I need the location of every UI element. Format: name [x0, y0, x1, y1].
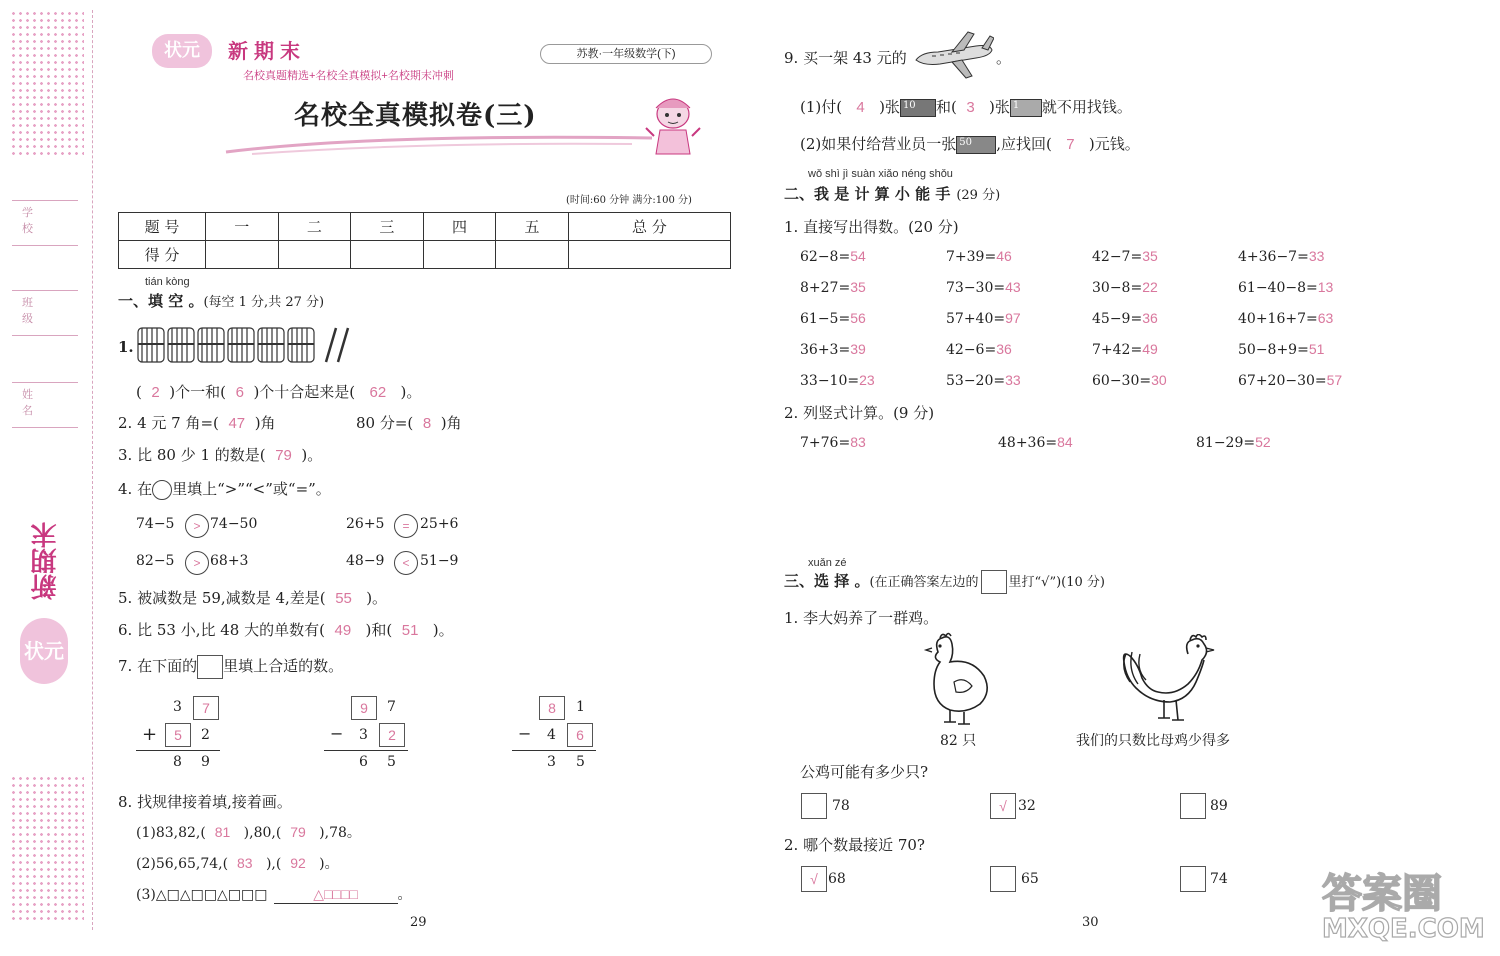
- banknote-icon: 50: [956, 136, 996, 154]
- question-5: [118, 587, 387, 608]
- q9-line-1: [800, 96, 1132, 117]
- page-number-right: 30: [1082, 915, 1099, 930]
- calc-problem: [946, 372, 1021, 389]
- question-6: [118, 619, 454, 640]
- calc-problem: [1092, 279, 1158, 296]
- answer[interactable]: 56: [850, 310, 866, 326]
- answer[interactable]: 79: [290, 824, 306, 840]
- digit-box[interactable]: 7: [193, 696, 219, 720]
- table-row-label: 得 分: [119, 241, 206, 269]
- calc-heading: 1. 直接写出得数。(20 分): [784, 218, 959, 236]
- q-text: )和(: [365, 621, 393, 639]
- school-field[interactable]: 学 校: [12, 200, 78, 246]
- compare-right: 74−50: [210, 516, 258, 532]
- option-checkbox[interactable]: [801, 793, 827, 819]
- calc-problem: [800, 310, 866, 327]
- answer[interactable]: 33: [1308, 248, 1325, 264]
- answer[interactable]: 97: [1005, 310, 1021, 326]
- calc-problem: [800, 372, 875, 389]
- q-text: 6. 比 53 小,比 48 大的单数有(: [118, 621, 325, 639]
- expr: 36+3=: [800, 342, 851, 358]
- q-text: ,应找回(: [996, 135, 1052, 153]
- q-text: (3)△□△□□△□□□: [136, 887, 268, 903]
- digit: 8: [173, 754, 182, 770]
- q-text: )角: [254, 414, 276, 432]
- expr: 61−5=: [800, 311, 851, 327]
- expr: 60−30=: [1092, 373, 1152, 389]
- operator: +: [142, 724, 158, 745]
- table-header-cell: 二: [278, 213, 351, 241]
- expr: 30−8=: [1092, 280, 1143, 296]
- compare-circle[interactable]: >: [185, 551, 209, 575]
- answer[interactable]: 46: [996, 248, 1012, 264]
- sidebar-brand: 新期末: [31, 522, 61, 600]
- q-text: (2)56,65,74,(: [136, 856, 229, 872]
- q-text: 和(: [935, 98, 957, 116]
- answer[interactable]: 35: [850, 279, 866, 295]
- table-header-cell: 一: [206, 213, 279, 241]
- question-7: [118, 655, 343, 679]
- section-note: (每空 1 分,共 27 分): [203, 295, 325, 310]
- q-text: 里填上合适的数。: [223, 657, 344, 675]
- grade-badge: 苏教·一年级数学(下): [540, 44, 712, 64]
- sum-line: [324, 750, 408, 751]
- answer[interactable]: 36: [996, 341, 1012, 357]
- title-swoosh: [222, 128, 662, 158]
- answer[interactable]: 23: [859, 372, 875, 388]
- answer[interactable]: 92: [290, 855, 306, 871]
- digit: 1: [576, 699, 585, 715]
- expr: 45−9=: [1092, 311, 1143, 327]
- answer[interactable]: 49: [334, 622, 352, 639]
- digit-box[interactable]: 6: [567, 723, 593, 747]
- dot-pattern-bottom: [10, 775, 84, 920]
- dot-pattern-top: [10, 10, 84, 155]
- calc-problem: [1238, 372, 1342, 389]
- expr: 42−7=: [1092, 249, 1143, 265]
- score-cell[interactable]: [206, 241, 279, 269]
- time-info: (时间:60 分钟 满分:100 分): [566, 195, 692, 206]
- banknote-icon: 1: [1010, 99, 1042, 117]
- score-cell[interactable]: [568, 241, 730, 269]
- section1-heading: [118, 290, 324, 311]
- option-checkbox[interactable]: √: [990, 793, 1016, 819]
- expr: 50−8+9=: [1238, 342, 1309, 358]
- answer[interactable]: 3: [966, 99, 975, 116]
- digit-box[interactable]: 9: [351, 696, 377, 720]
- answer[interactable]: 47: [228, 415, 246, 432]
- option-label: 74: [1210, 871, 1228, 887]
- expr: 67+20−30=: [1238, 373, 1327, 389]
- compare-right: 68+3: [210, 553, 249, 569]
- answer[interactable]: 39: [850, 341, 866, 357]
- calc-problem: [1238, 310, 1333, 327]
- score-cell[interactable]: [423, 241, 496, 269]
- circle-icon: [152, 480, 172, 500]
- expr: 53−20=: [946, 373, 1006, 389]
- option-checkbox[interactable]: √: [801, 866, 827, 892]
- calc-problem: [800, 341, 866, 358]
- answer[interactable]: 84: [1057, 434, 1073, 450]
- digit: 3: [173, 699, 182, 715]
- section-note: (29 分): [956, 188, 1001, 203]
- answer[interactable]: 51: [401, 622, 419, 639]
- section3-pinyin: xuǎn zé: [808, 557, 847, 569]
- calc-problem: [800, 248, 866, 265]
- section3-heading: [784, 570, 1105, 594]
- sum-line: [136, 750, 220, 751]
- rooster-label: 我们的只数比母鸡少得多: [1076, 733, 1230, 749]
- name-field[interactable]: 姓 名: [12, 382, 78, 428]
- page-number-left: 29: [410, 915, 427, 930]
- answer[interactable]: 83: [850, 434, 866, 450]
- answer[interactable]: 79: [275, 447, 292, 464]
- answer[interactable]: 4: [856, 99, 865, 116]
- q9-line-2: [800, 133, 1140, 154]
- q-text: 里填上“>”“<”或“=”。: [172, 480, 331, 498]
- hen-label: 82 只: [940, 733, 977, 749]
- q-text: 3. 比 80 少 1 的数是(: [118, 446, 266, 464]
- rooster-icon: [1118, 634, 1222, 726]
- q-text: 4. 在: [118, 480, 153, 498]
- question-3: [118, 444, 322, 465]
- square-icon: [197, 655, 223, 679]
- expr: 40+16+7=: [1238, 311, 1318, 327]
- answer[interactable]: 8: [422, 415, 432, 432]
- answer[interactable]: 49: [1142, 341, 1158, 357]
- q-text: )角: [440, 414, 462, 432]
- question-number: 1.: [118, 338, 134, 356]
- compare-circle[interactable]: >: [185, 514, 209, 538]
- score-cell[interactable]: [351, 241, 424, 269]
- calc-problem: [946, 310, 1021, 327]
- digit: 4: [547, 727, 556, 743]
- digit: 2: [201, 727, 210, 743]
- expr: 81−29=: [1196, 435, 1256, 451]
- digit: 5: [387, 754, 396, 770]
- option-checkbox[interactable]: [990, 866, 1016, 892]
- section2-pinyin: wǒ shì jì suàn xiǎo néng shǒu: [808, 168, 953, 180]
- q-text: ),78。: [319, 825, 361, 841]
- calc-problem: [946, 279, 1021, 296]
- choice-q2: 2. 哪个数最接近 70?: [784, 836, 925, 854]
- answer[interactable]: 54: [850, 248, 866, 264]
- section-heading-text: 三、选 择 。: [784, 572, 870, 590]
- q-text: (1)付(: [800, 98, 843, 116]
- answer[interactable]: 62: [369, 384, 387, 401]
- q-text: 就不用找钱。: [1041, 98, 1132, 116]
- q9-end: 。: [996, 49, 1012, 67]
- sum-line: [512, 750, 596, 751]
- table-row: [119, 241, 731, 269]
- answer[interactable]: 63: [1317, 310, 1334, 326]
- choice-q1: 1. 李大妈养了一群鸡。: [784, 609, 939, 627]
- digit-box[interactable]: 8: [539, 696, 565, 720]
- answer[interactable]: 51: [1308, 341, 1325, 357]
- table-header-cell: 题 号: [119, 213, 206, 241]
- header-logo: 状元: [152, 34, 212, 68]
- table-header-cell: 五: [496, 213, 569, 241]
- calc-problem: [1092, 341, 1158, 358]
- digit: 7: [387, 699, 396, 715]
- score-cell[interactable]: [496, 241, 569, 269]
- q-text: (2)如果付给营业员一张: [800, 135, 957, 153]
- expr: 4+36−7=: [1238, 249, 1309, 265]
- table-header-cell: 三: [351, 213, 424, 241]
- section-heading-text: 一、填 空 。: [118, 292, 204, 310]
- q-text: )。: [366, 589, 388, 607]
- option-checkbox[interactable]: [1180, 793, 1206, 819]
- table-row: [119, 213, 731, 241]
- q-text: (: [136, 383, 142, 401]
- q-text: 80 分=(: [356, 414, 414, 432]
- class-field[interactable]: 班 级: [12, 290, 78, 336]
- q-text: )元钱。: [1088, 135, 1140, 153]
- answer[interactable]: 43: [1005, 279, 1021, 295]
- watermark-bottom: MXQE.COM: [1322, 914, 1485, 944]
- option-checkbox[interactable]: [1180, 866, 1206, 892]
- answer[interactable]: 83: [237, 855, 253, 871]
- option-label: 65: [1021, 871, 1039, 887]
- compare-left: 74−5: [136, 516, 175, 532]
- digit: 6: [359, 754, 368, 770]
- compare-right: 51−9: [420, 553, 459, 569]
- q8-line-3: [136, 884, 412, 904]
- binding-line: [92, 10, 93, 930]
- answer[interactable]: 7: [1066, 136, 1075, 153]
- section-note: 里打“√”)(10 分): [1008, 575, 1105, 590]
- q-text: )。: [301, 446, 323, 464]
- answer[interactable]: 2: [151, 384, 160, 401]
- score-cell[interactable]: [278, 241, 351, 269]
- square-icon: [981, 570, 1007, 594]
- expr: 62−8=: [800, 249, 851, 265]
- vertical-problem: [998, 434, 1073, 451]
- calc-problem: [1092, 372, 1167, 389]
- compare-left: 26+5: [346, 516, 385, 532]
- answer[interactable]: 33: [1005, 372, 1021, 388]
- expr: 33−10=: [800, 373, 860, 389]
- stick-bundles-icon: [136, 322, 356, 366]
- answer[interactable]: 22: [1142, 279, 1158, 295]
- section2-heading: [784, 183, 1000, 204]
- expr: 7+39=: [946, 249, 997, 265]
- expr: 61−40−8=: [1238, 280, 1318, 296]
- operator: −: [330, 724, 344, 743]
- table-header-cell: 总 分: [568, 213, 730, 241]
- hen-icon: [920, 632, 996, 728]
- section-note: (在正确答案左边的: [869, 575, 979, 590]
- answer[interactable]: 55: [335, 590, 352, 607]
- expr: 57+40=: [946, 311, 1006, 327]
- calc-problem: [1238, 341, 1324, 358]
- vertical-problem: [1196, 434, 1271, 451]
- answer[interactable]: 35: [1142, 248, 1158, 264]
- answer[interactable]: 6: [235, 384, 244, 401]
- option-label: 78: [832, 798, 850, 814]
- sidebar-logo: 状元: [20, 618, 68, 684]
- compare-circle[interactable]: <: [394, 551, 418, 575]
- question-8: 8. 找规律接着填,接着画。: [118, 793, 292, 811]
- option-label: 89: [1210, 798, 1228, 814]
- operator: −: [518, 724, 532, 743]
- header-brand: 新期末: [228, 39, 306, 63]
- vertical-heading: 2. 列竖式计算。(9 分): [784, 404, 935, 422]
- expr: 42−6=: [946, 342, 997, 358]
- question-2: [118, 412, 276, 433]
- airplane-icon: [912, 30, 994, 80]
- digit: 5: [576, 754, 585, 770]
- banknote-icon: 10: [900, 99, 936, 117]
- question-2b: [356, 412, 462, 433]
- expr: 7+76=: [800, 435, 851, 451]
- question-9: 9. 买一架 43 元的: [784, 49, 907, 67]
- score-table: [118, 212, 731, 269]
- digit: 9: [201, 754, 210, 770]
- q-text: )个一和(: [169, 383, 227, 401]
- expr: 8+27=: [800, 280, 851, 296]
- digit-box[interactable]: 5: [165, 723, 191, 747]
- q-text: 2. 4 元 7 角=(: [118, 414, 219, 432]
- answer[interactable]: 13: [1317, 279, 1334, 295]
- digit: 3: [547, 754, 556, 770]
- expr: 48+36=: [998, 435, 1058, 451]
- q-text: ),80,(: [243, 825, 282, 841]
- option-label: 68: [828, 871, 846, 887]
- q8-line-1: [136, 822, 361, 842]
- cartoon-boy-icon: [640, 92, 706, 162]
- q-text: )张: [989, 98, 1010, 116]
- calc-problem: [1238, 248, 1324, 265]
- q-text: ),(: [265, 856, 282, 872]
- compare-right: 25+6: [420, 516, 459, 532]
- vertical-problem: [800, 434, 866, 451]
- compare-circle[interactable]: =: [394, 514, 418, 538]
- q-text: )。: [400, 383, 422, 401]
- q-text: 。: [397, 887, 412, 903]
- q1-answer-line: [136, 381, 421, 402]
- q8-line-2: [136, 853, 339, 873]
- calc-problem: [800, 279, 866, 296]
- q-text: )张: [879, 98, 900, 116]
- answer[interactable]: 52: [1255, 434, 1271, 450]
- q-text: 5. 被减数是 59,减数是 4,差是(: [118, 589, 326, 607]
- expr: 7+42=: [1092, 342, 1143, 358]
- answer[interactable]: △□□□□: [274, 886, 398, 904]
- section1-pinyin: tián kòng: [145, 276, 190, 288]
- q-text: 7. 在下面的: [118, 657, 198, 675]
- q-text: )个十合起来是(: [253, 383, 356, 401]
- header-subtitle: 名校真题精选+名校全真模拟+名校期末冲刺: [243, 70, 454, 82]
- question-4: [118, 478, 331, 500]
- digit: 3: [359, 727, 368, 743]
- q-text: (1)83,82,(: [136, 825, 206, 841]
- section-heading-text: 二、我 是 计 算 小 能 手: [784, 185, 951, 203]
- compare-left: 82−5: [136, 553, 175, 569]
- q-text: )。: [432, 621, 454, 639]
- choice-q1-question: 公鸡可能有多少只?: [800, 763, 929, 781]
- calc-problem: [1238, 279, 1333, 296]
- answer[interactable]: 81: [214, 824, 231, 840]
- calc-problem: [1092, 248, 1158, 265]
- calc-problem: [1092, 310, 1158, 327]
- compare-left: 48−9: [346, 553, 385, 569]
- answer[interactable]: 36: [1142, 310, 1158, 326]
- calc-problem: [946, 341, 1012, 358]
- table-header-cell: 四: [423, 213, 496, 241]
- q-text: )。: [319, 856, 339, 872]
- answer[interactable]: 30: [1151, 372, 1167, 388]
- expr: 73−30=: [946, 280, 1006, 296]
- page-title: 名校全真模拟卷(三): [294, 101, 537, 131]
- option-label: 32: [1018, 798, 1036, 814]
- answer[interactable]: 57: [1326, 372, 1343, 388]
- digit-box[interactable]: 2: [379, 723, 405, 747]
- calc-problem: [946, 248, 1012, 265]
- watermark-top: 答案圈: [1322, 871, 1442, 917]
